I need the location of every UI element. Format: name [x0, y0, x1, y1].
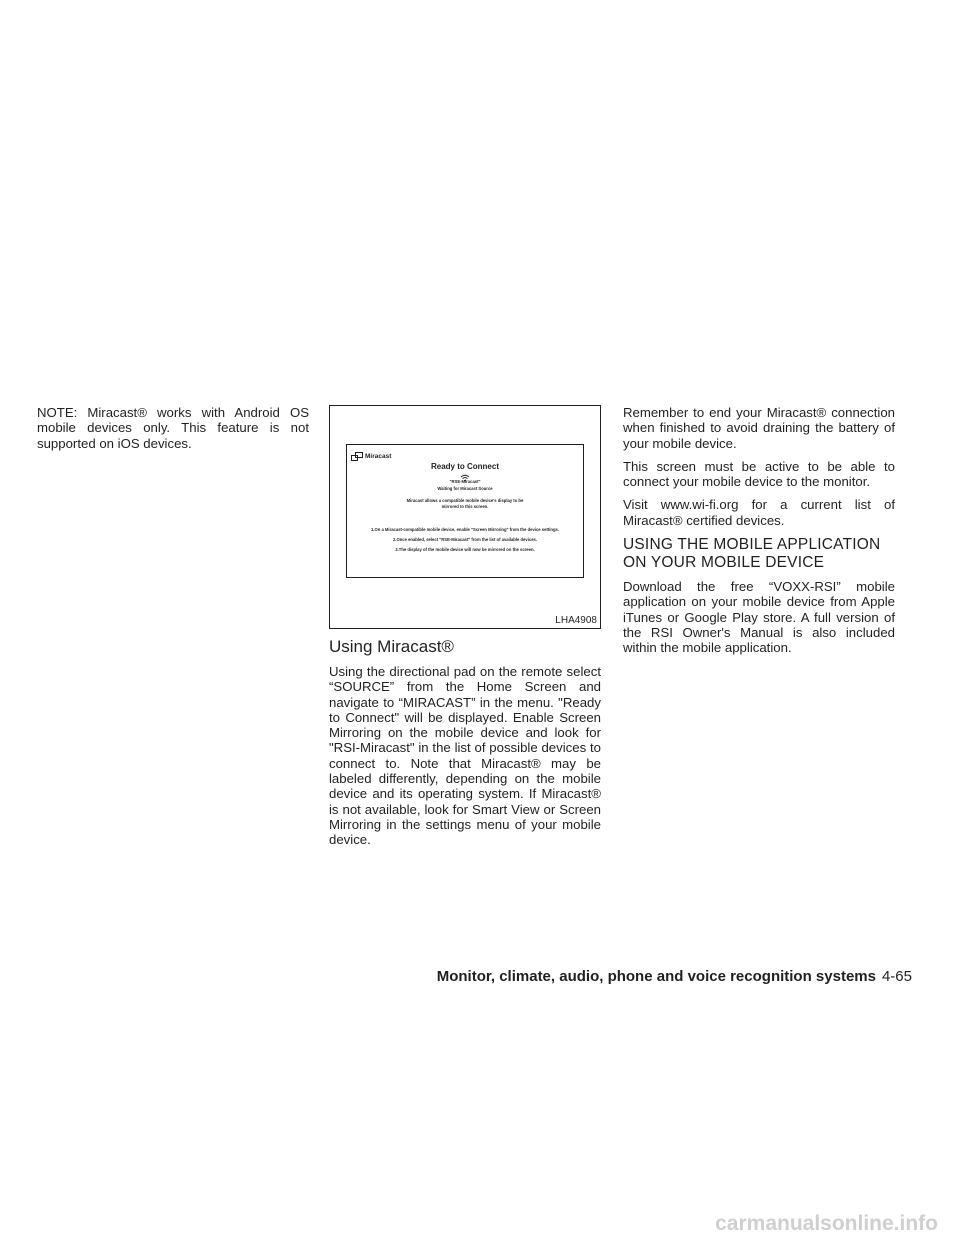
- miracast-brand-label: Miracast: [365, 453, 392, 460]
- figure-miracast-screen: [329, 405, 601, 629]
- monitor-screen: [346, 444, 584, 578]
- page-number: 4-65: [881, 968, 912, 985]
- screen-title: Ready to Connect: [430, 462, 499, 471]
- note-paragraph: NOTE: Miracast® works with Android OS mobile devices only. This feature is not supported on iOS devices.: [37, 405, 309, 451]
- using-miracast-heading: Using Miracast®: [329, 637, 454, 656]
- instruction-step-2: 2.Once enabled, select "RSE-Miracast" from the list of available devices.: [392, 537, 538, 542]
- wifi-org-paragraph: Visit www.wi-fi.org for a current list of Miracast® certified devices.: [623, 497, 895, 528]
- left-column: [37, 405, 309, 459]
- instruction-step-3: 3.The display of the mobile device will now be mirrored on the screen.: [395, 547, 535, 552]
- page-footer: [437, 968, 912, 985]
- device-name: "RSE-Miracast": [449, 479, 481, 484]
- right-column: [623, 405, 895, 664]
- description-line-1: Miracast allows a compatible mobile device's display to be: [406, 498, 524, 503]
- figure-label: LHA4908: [555, 615, 597, 626]
- using-miracast-paragraph: Using the directional pad on the remote select “SOURCE” from the Home Screen and navigate to “MIRACAST” in the menu. "Ready to Connect" will be displayed. Enable Screen Mirroring on the mobile device and look for "RSI-Miracast" in the list of possible devices to connect to. Note that Miracast® may be labeled differently, depending on the mobile device and its operating system. If Miracast® is not available, look for Smart View or Screen Mirroring in the settings menu of your mobile device.: [329, 664, 601, 848]
- screen-active-paragraph: This screen must be active to be able to connect your mobile device to the monitor.: [623, 458, 895, 490]
- middle-column: [329, 405, 601, 856]
- description-line-2: mirrored to this screen.: [441, 504, 489, 509]
- end-connection-paragraph: Remember to end your Miracast® connection when finished to avoid draining the battery of your mobile device.: [623, 405, 895, 451]
- watermark: carmanualsonline.info: [715, 1212, 938, 1235]
- chapter-title: Monitor, climate, audio, phone and voice recognition systems: [436, 968, 876, 985]
- instruction-step-1: 1.On a Miracast-compatible mobile device, enable "Screen Mirroring" from the device settings.: [370, 527, 560, 532]
- mobile-app-heading: USING THE MOBILE APPLICATION ON YOUR MOBILE DEVICE: [623, 536, 881, 572]
- mobile-app-paragraph: Download the free “VOXX-RSI” mobile application on your mobile device from Apple iTunes or Google Play store. A full version of the RSI Owner's Manual is also included within the mobile application.: [623, 579, 895, 656]
- status-text: Waiting for Miracast Source: [437, 486, 493, 491]
